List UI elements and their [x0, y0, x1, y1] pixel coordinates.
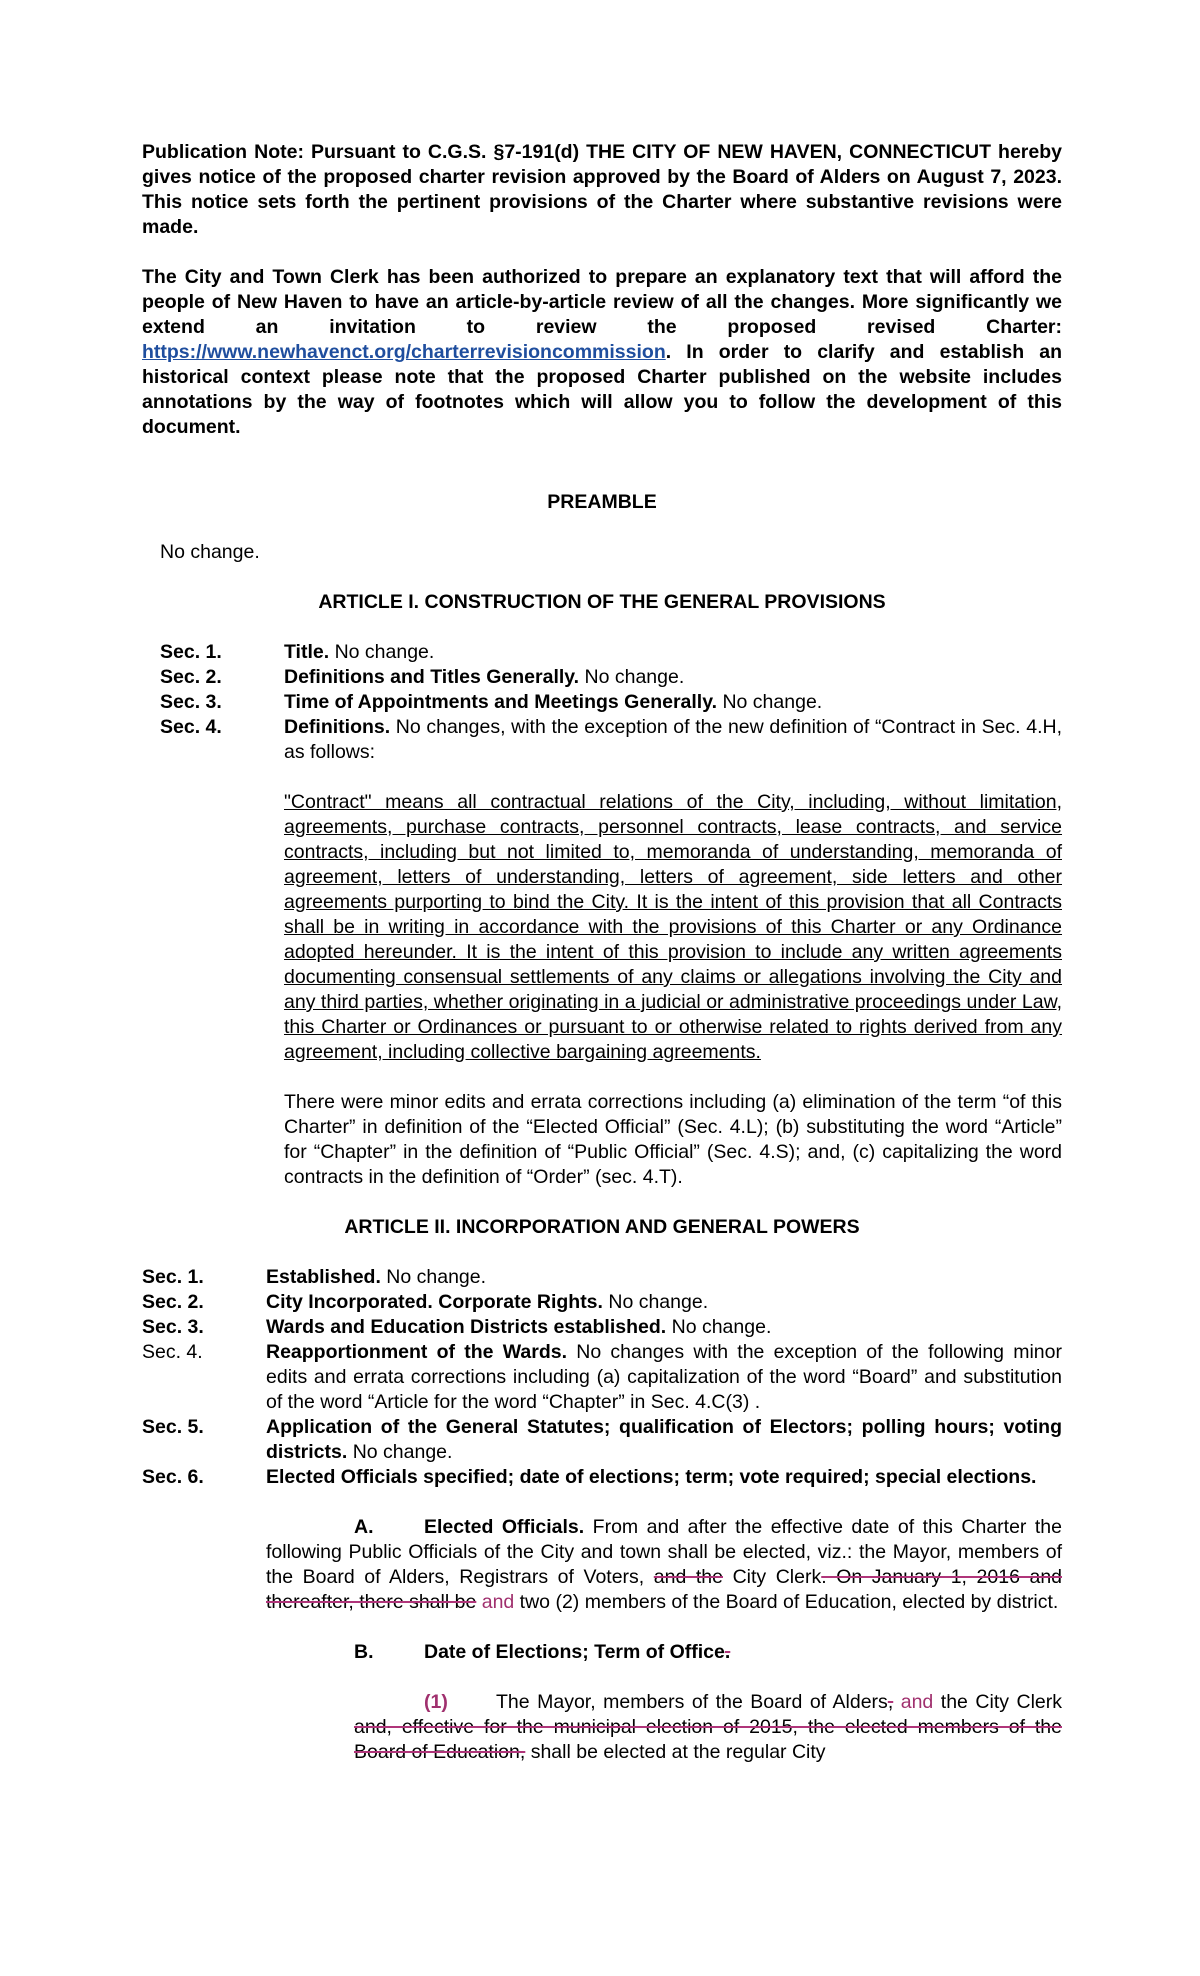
article-1-section [160, 640, 1062, 665]
section-text: No change. [380, 1266, 487, 1288]
inserted-text: and [476, 1591, 515, 1613]
section-text: No change. [666, 1316, 772, 1338]
section-number: Sec. 4. [160, 716, 222, 738]
section-title: Title. [284, 641, 330, 663]
section-text: No change. [717, 691, 823, 713]
section-number: Sec. 1. [160, 641, 222, 663]
article-2-section [142, 1265, 1062, 1290]
section-number: Sec. 6. [142, 1466, 204, 1488]
article-2-section [142, 1315, 1062, 1340]
invitation-text-continued: . In order to clarify and establish an historical context please note that the proposed Charter published on the website includes annotations by the way of footnotes which will allow you to follow the development of this document. [142, 341, 1062, 438]
subsection-a-label: A. [354, 1516, 374, 1538]
subsection-b-label: B. [354, 1641, 374, 1663]
subsection-a-title: Elected Officials. [424, 1516, 585, 1538]
deleted-text: . On January 1, 2016 and thereafter, there shall be [266, 1566, 1063, 1613]
subsection-b-title: Date of Elections; Term of Office [424, 1641, 725, 1663]
section-text: No change. [579, 666, 685, 688]
article-2-section [142, 1290, 1062, 1315]
minor-edits-note: There were minor edits and errata corrections including (a) elimination of the term “of this Charter” in definition of the “Elected Official” (Sec. 4.L); (b) substituting the word “Article” for “Chapter” in the definition of “Public Official” (Sec. 4.S); and, (c) capitalizing the word contracts in the definition of “Order” (sec. 4.T). [284, 1091, 1062, 1188]
section-title: Wards and Education Districts established. [266, 1316, 667, 1338]
section-title: Definitions. [284, 716, 391, 738]
subsection-b-1-text: The Mayor, members of the Board of Alders [496, 1691, 888, 1713]
section-number: Sec. 3. [142, 1316, 204, 1338]
preamble-heading: PREAMBLE [547, 491, 657, 513]
section-title: Established. [266, 1266, 381, 1288]
section-number: Sec. 3. [160, 691, 222, 713]
section-number: Sec. 5. [142, 1416, 204, 1438]
publication-note-text: Publication Note: Pursuant to C.G.S. §7-191(d) THE CITY OF NEW HAVEN, CONNECTICUT hereby gives notice of the proposed charter revision approved by the Board of Alders on August 7, 2023. This notice sets forth the pertinent provisions of the Charter where substantive revisions were made. [142, 141, 1062, 238]
article-2-heading: ARTICLE II. INCORPORATION AND GENERAL POWERS [344, 1216, 860, 1238]
invitation-text: The City and Town Clerk has been authorized to prepare an explanatory text that will afford the people of New Haven to have an article-by-article review of all the changes. More significantly we extend an invitation to review the proposed revised Charter: [142, 266, 1062, 338]
inserted-text: and [893, 1691, 934, 1713]
section-text: No change. [602, 1291, 709, 1313]
article-1-section [160, 715, 1062, 765]
subsection-a [266, 1515, 1062, 1615]
deleted-text: and the [653, 1566, 723, 1588]
section-number: Sec. 2. [142, 1291, 204, 1313]
document-page [142, 140, 1062, 1765]
subsection-a-text: two (2) members of the Board of Education, elected by district. [514, 1591, 1059, 1613]
article-1-section [160, 690, 1062, 715]
section-title: Elected Officials specified; date of elections; term; vote required; special elections. [266, 1466, 1037, 1488]
contract-definition: "Contract" means all contractual relations of the City, including, without limitation, agreements, purchase contracts, personnel contracts, lease contracts, and service contracts, including but not limited to, memoranda of understanding, memoranda of agreement, letters of understanding, letters of agreement, side letters and other agreements purporting to bind the City. It is the intent of this provision that all Contracts shall be in writing in accordance with the provisions of this Charter or any Ordinance adopted hereunder. It is the intent of this provision to include any written agreements documenting consensual settlements of any claims or allegations involving the City and any third parties, whether originating in a judicial or administrative proceedings under Law, this Charter or Ordinances or pursuant to or otherwise related to rights derived from any agreement, including collective bargaining agreements. [284, 791, 1062, 1063]
charter-revision-link[interactable]: https://www.newhavenct.org/charterrevisioncommission [142, 341, 666, 363]
article-1-section [160, 665, 1062, 690]
section-title: City Incorporated. Corporate Rights. [266, 1291, 603, 1313]
subsection-b-1-label: (1) [424, 1691, 448, 1713]
deleted-text: , [887, 1691, 894, 1713]
section-number: Sec. 1. [142, 1266, 204, 1288]
section-number: Sec. 4. [142, 1341, 203, 1363]
article-2-section [142, 1340, 1062, 1415]
deleted-text: . [724, 1641, 731, 1663]
section-title: Definitions and Titles Generally. [284, 666, 580, 688]
section-title: Application of the General Statutes; qualification of Electors; polling hours; voting districts. [266, 1416, 1062, 1463]
section-text: No changes, with the exception of the new definition of “Contract in Sec. 4.H, as follows: [284, 716, 1062, 763]
subsection-b-1-text: the City Clerk [933, 1691, 1062, 1713]
article-1-heading: ARTICLE I. CONSTRUCTION OF THE GENERAL PROVISIONS [318, 591, 886, 613]
section-title: Reapportionment of the Wards. [266, 1341, 568, 1363]
subsection-b-1-text: shall be elected at the regular City [525, 1741, 826, 1763]
preamble-text: No change. [160, 541, 260, 563]
subsection-a-text: From and after the effective date of this Charter the following Public Officials of the City and town shall be elected, viz.: the Mayor, members of the Board of Alders, Registrars of Voters, [266, 1516, 1062, 1588]
section-text: No changes with the exception of the following minor edits and errata corrections including (a) capitalization of the word “Board” and substitution of the word “Article for the word “Chapter” in Sec. 4.C(3) . [266, 1341, 1062, 1413]
section-text: No change. [347, 1441, 453, 1463]
deleted-text: and, effective for the municipal election of 2015, the elected members of the Board of Education, [354, 1716, 1062, 1763]
subsection-b [266, 1640, 1062, 1665]
publication-invitation [142, 265, 1062, 440]
section-title: Time of Appointments and Meetings Generally. [284, 691, 718, 713]
subsection-b-1 [354, 1690, 1062, 1765]
article-1-sections [160, 640, 1062, 765]
subsection-a-text: City Clerk [723, 1566, 822, 1588]
article-2-section [142, 1415, 1062, 1465]
article-2-section [142, 1465, 1062, 1490]
publication-note [142, 140, 1062, 240]
section-text: No change. [329, 641, 435, 663]
article-2-sections [142, 1265, 1062, 1490]
section-number: Sec. 2. [160, 666, 222, 688]
